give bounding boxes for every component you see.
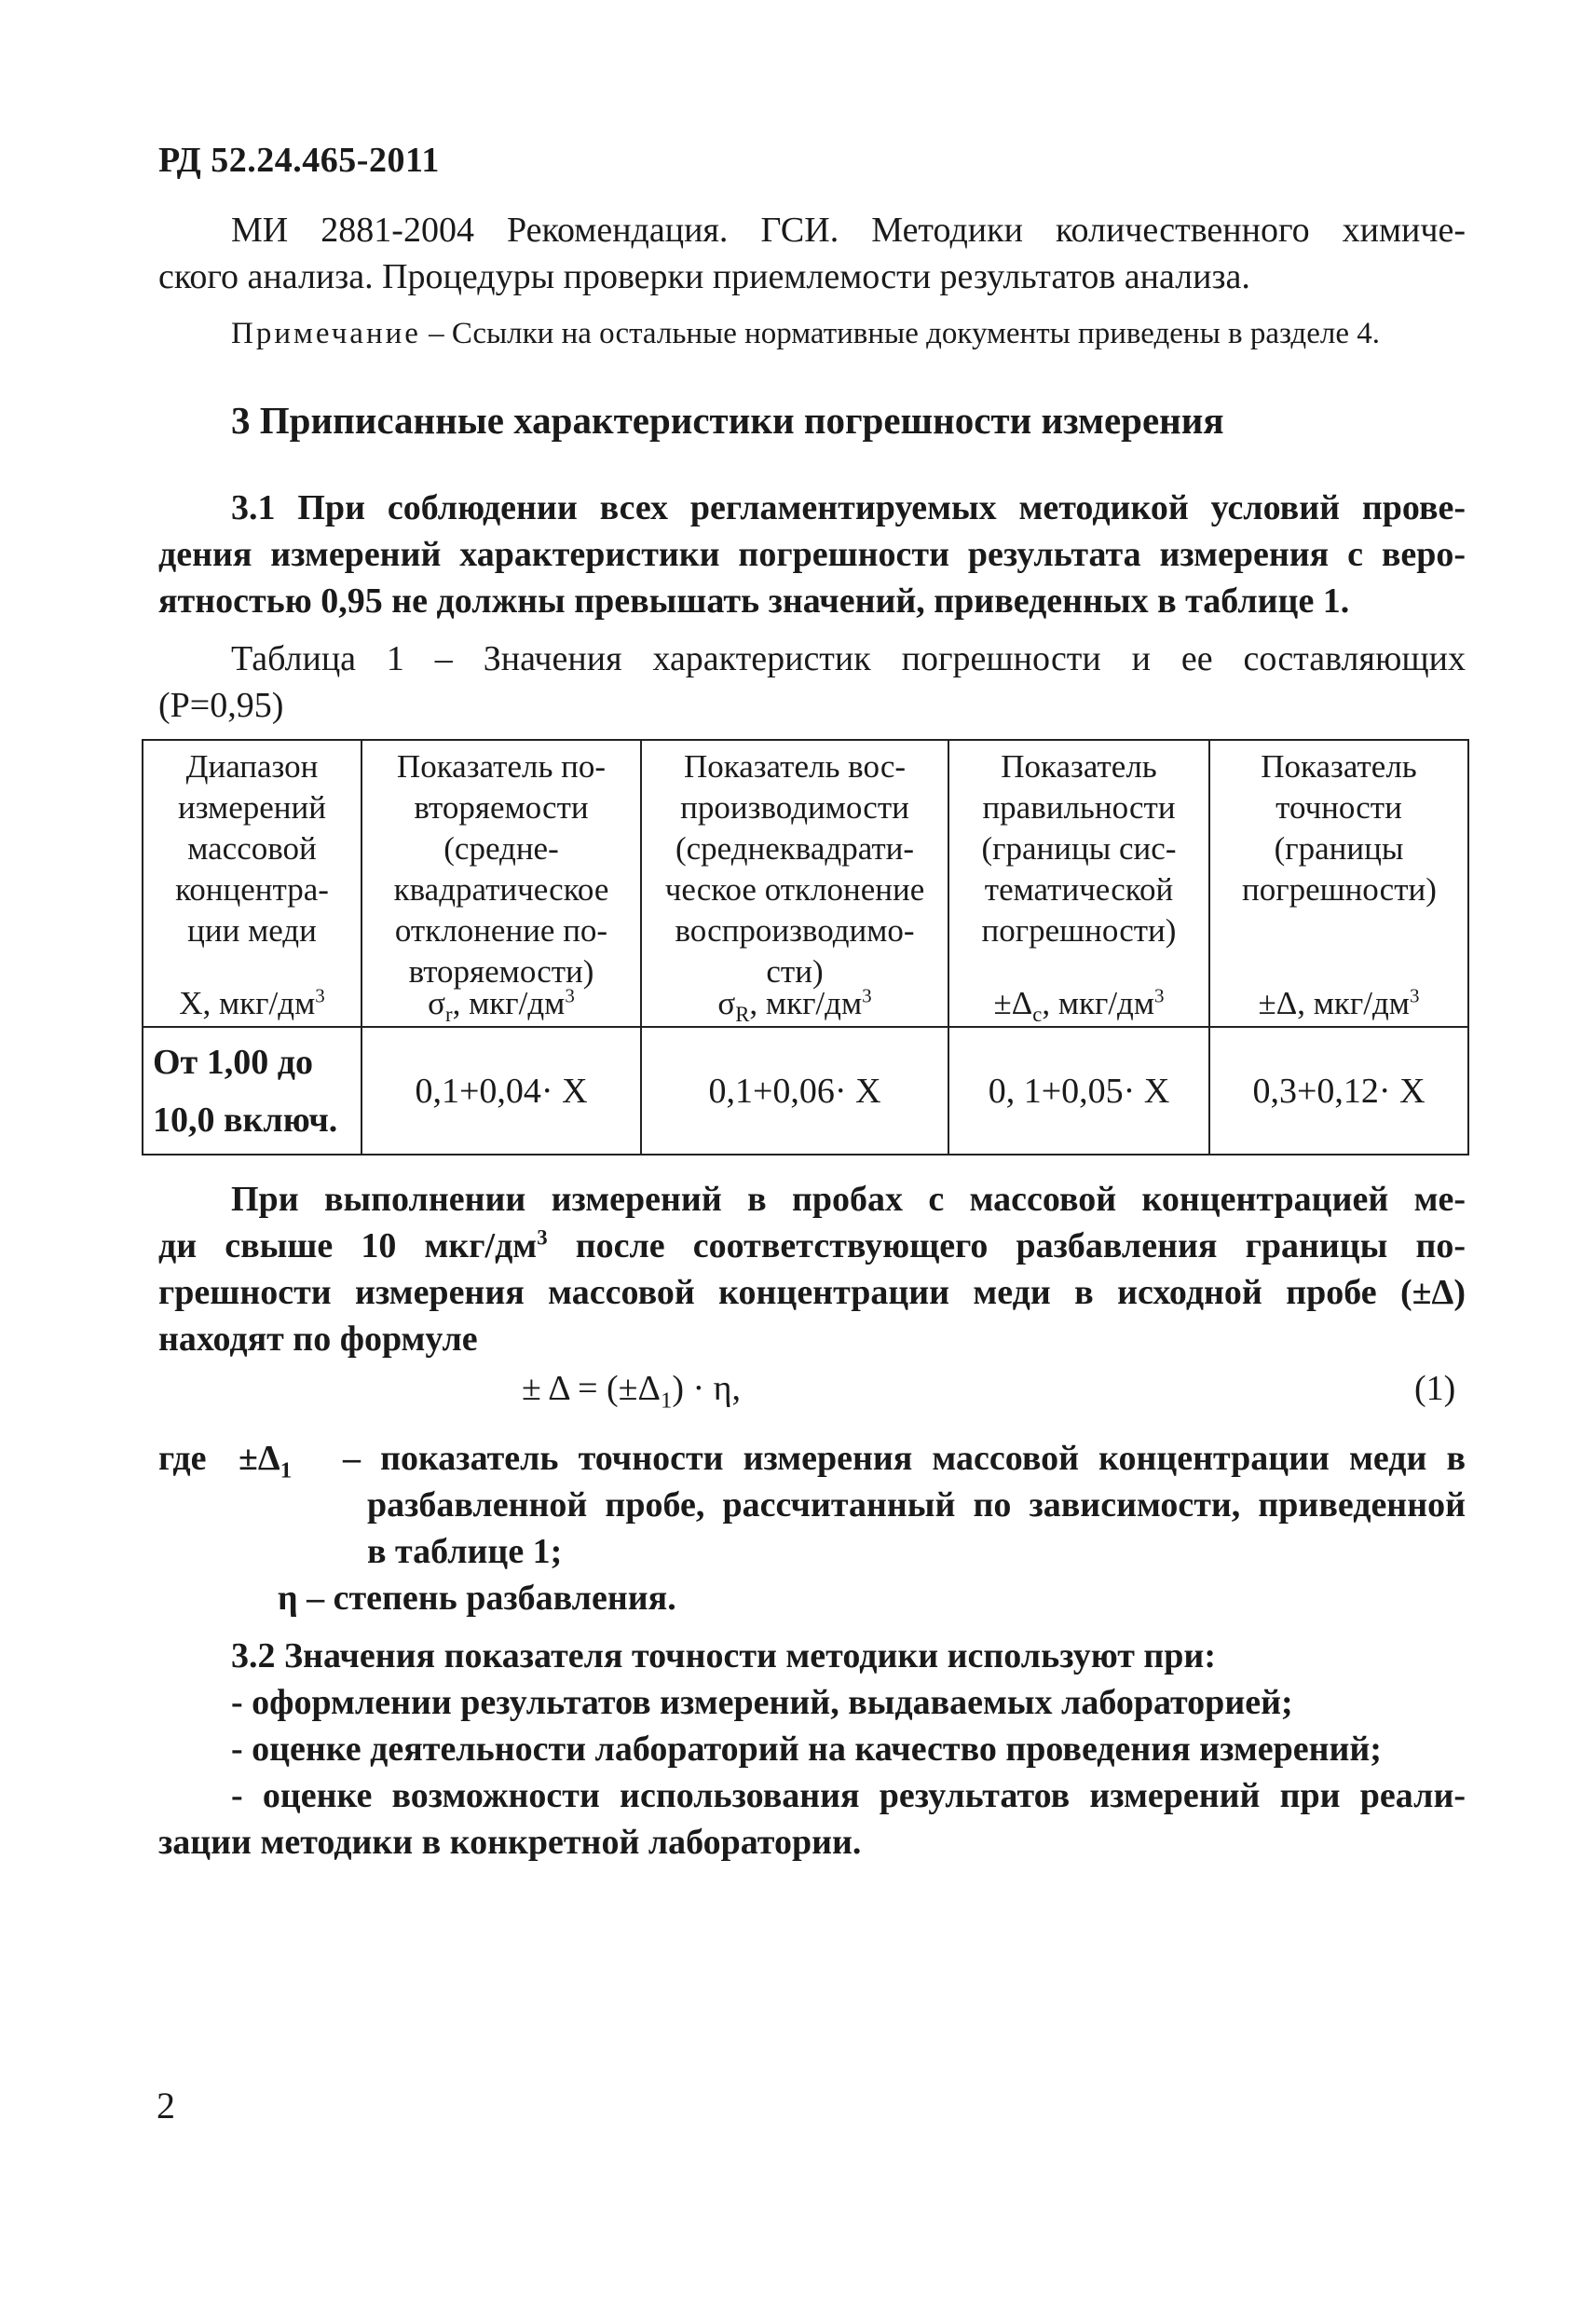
cell-range xyxy=(143,1027,361,1155)
p31-line-3: ятностью 0,95 не должны превышать значений, приведенных в таблице 1. xyxy=(158,581,1350,621)
header-reproducibility-text: Показатель вос-производимости (среднеквадрати-ческое отклонение воспроизводимо-сти) xyxy=(664,748,925,990)
header-accuracy-text: Показатель точности (границы погрешности) xyxy=(1242,748,1437,908)
header-reproducibility-unit: $\sigma_R$, мкг/$дм^3$ xyxy=(717,984,872,1026)
dilution-paragraph xyxy=(158,1176,1466,1362)
p32-line-1: 3.2 Значения показателя точности методики используют при: xyxy=(231,1636,1216,1675)
p32-item-3-line-2: зации методики в конкретной лаборатории. xyxy=(158,1823,862,1862)
table-header-row xyxy=(143,740,1468,1027)
reference-line-1: МИ 2881-2004 Рекомендация. ГСИ. Методики количественного химиче- xyxy=(231,211,1466,250)
header-range-unit: Х, мкг/$дм^3$ xyxy=(179,984,325,1021)
cell-accuracy: 0,3+0,12· Х xyxy=(1209,1027,1468,1155)
legend-def1-line-2: разбавленной пробе, рассчитанный по зависимости, приведенной xyxy=(367,1485,1466,1525)
formula-legend xyxy=(158,1435,1466,1621)
table-row xyxy=(143,1027,1468,1155)
legend-where: где xyxy=(158,1439,207,1478)
section-title: 3 Приписанные характеристики погрешности измерения xyxy=(231,399,1224,442)
p32-item-2: - оценке деятельности лабораторий на качество проведения измерений; xyxy=(231,1730,1382,1769)
header-repeatability-unit: $\sigma_r$, мкг/$дм^3$ xyxy=(428,984,575,1026)
legend-def2: – степень разбавления. xyxy=(307,1579,676,1618)
formula-1: ± $\Delta = (\pm\Delta_1) \cdot \eta$, xyxy=(522,1369,742,1414)
header-accuracy xyxy=(1209,740,1468,1027)
table-caption-line-1: Таблица 1 – Значения характеристик погрешности и ее составляющих xyxy=(231,639,1466,678)
header-reproducibility xyxy=(641,740,948,1027)
header-trueness xyxy=(948,740,1209,1027)
header-accuracy-unit: ±Δ, мкг/$дм^3$ xyxy=(1258,984,1420,1021)
header-range-text: Диапазон измерений массовой концентра-ции меди xyxy=(175,748,329,949)
note xyxy=(231,315,1466,352)
page-number: 2 xyxy=(157,2085,175,2126)
table-caption-line-2: (Р=0,95) xyxy=(158,686,284,725)
p31-line-1: 3.1 При соблюдении всех регламентируемых методикой условий прове- xyxy=(231,488,1466,527)
reference-line-2: ского анализа. Процедуры проверки приемлемости результатов анализа. xyxy=(158,257,1250,296)
cell-range-line-1: От 1,00 до xyxy=(153,1042,313,1082)
cell-repeatability: 0,1+0,04· Х xyxy=(361,1027,641,1155)
dilution-line-1: При выполнении измерений в пробах с массовой концентрацией ме- xyxy=(231,1180,1466,1219)
reference-paragraph xyxy=(158,207,1466,300)
document-code: РД 52.24.465-2011 xyxy=(158,141,440,180)
p32-item-1: - оформлении результатов измерений, выдаваемых лабораторией; xyxy=(231,1683,1293,1722)
header-range xyxy=(143,740,361,1027)
note-label: Примечание xyxy=(231,317,421,350)
legend-symbol-eta: η – степень разбавления. xyxy=(278,1579,676,1618)
header-repeatability xyxy=(361,740,641,1027)
header-repeatability-text: Показатель по-вторяемости (средне-квадратическое отклонение по-вторяемости) xyxy=(393,748,609,990)
legend-def1-line-3: в таблице 1; xyxy=(367,1532,563,1571)
p32-item-3-line-1: - оценке возможности использования результатов измерений при реали- xyxy=(231,1776,1466,1815)
table-caption xyxy=(158,636,1466,729)
header-trueness-unit: $\pm\Delta_с$, мкг/$дм^3$ xyxy=(993,984,1165,1026)
formula-number: (1) xyxy=(1414,1369,1456,1408)
legend-definition-delta1 xyxy=(343,1435,1466,1575)
dilution-line-3: грешности измерения массовой концентрации меди в исходной пробе (±Δ) xyxy=(158,1273,1466,1312)
dilution-line-4: находят по формуле xyxy=(158,1320,478,1359)
legend-symbol-delta1: $\pm\Delta_1$ xyxy=(239,1439,293,1484)
legend-def1-line-1: – показатель точности измерения массовой концентрации меди в xyxy=(343,1439,1466,1478)
cell-reproducibility: 0,1+0,06· Х xyxy=(641,1027,948,1155)
note-text: – Ссылки на остальные нормативные документы приведены в разделе 4. xyxy=(420,317,1380,350)
paragraph-3-1 xyxy=(158,485,1466,624)
paragraph-3-2 xyxy=(158,1633,1466,1866)
dilution-line-2: ди свыше 10 мкг/$дм^3$ после соответствующего разбавления границы по- xyxy=(158,1225,1466,1265)
header-trueness-text: Показатель правильности (границы сис-тематической погрешности) xyxy=(981,748,1177,949)
p31-line-2: дения измерений характеристики погрешности результата измерения с веро- xyxy=(158,535,1466,574)
cell-trueness: 0, 1+0,05· Х xyxy=(948,1027,1209,1155)
error-characteristics-table xyxy=(142,739,1469,1156)
cell-range-line-2: 10,0 включ. xyxy=(153,1100,338,1140)
